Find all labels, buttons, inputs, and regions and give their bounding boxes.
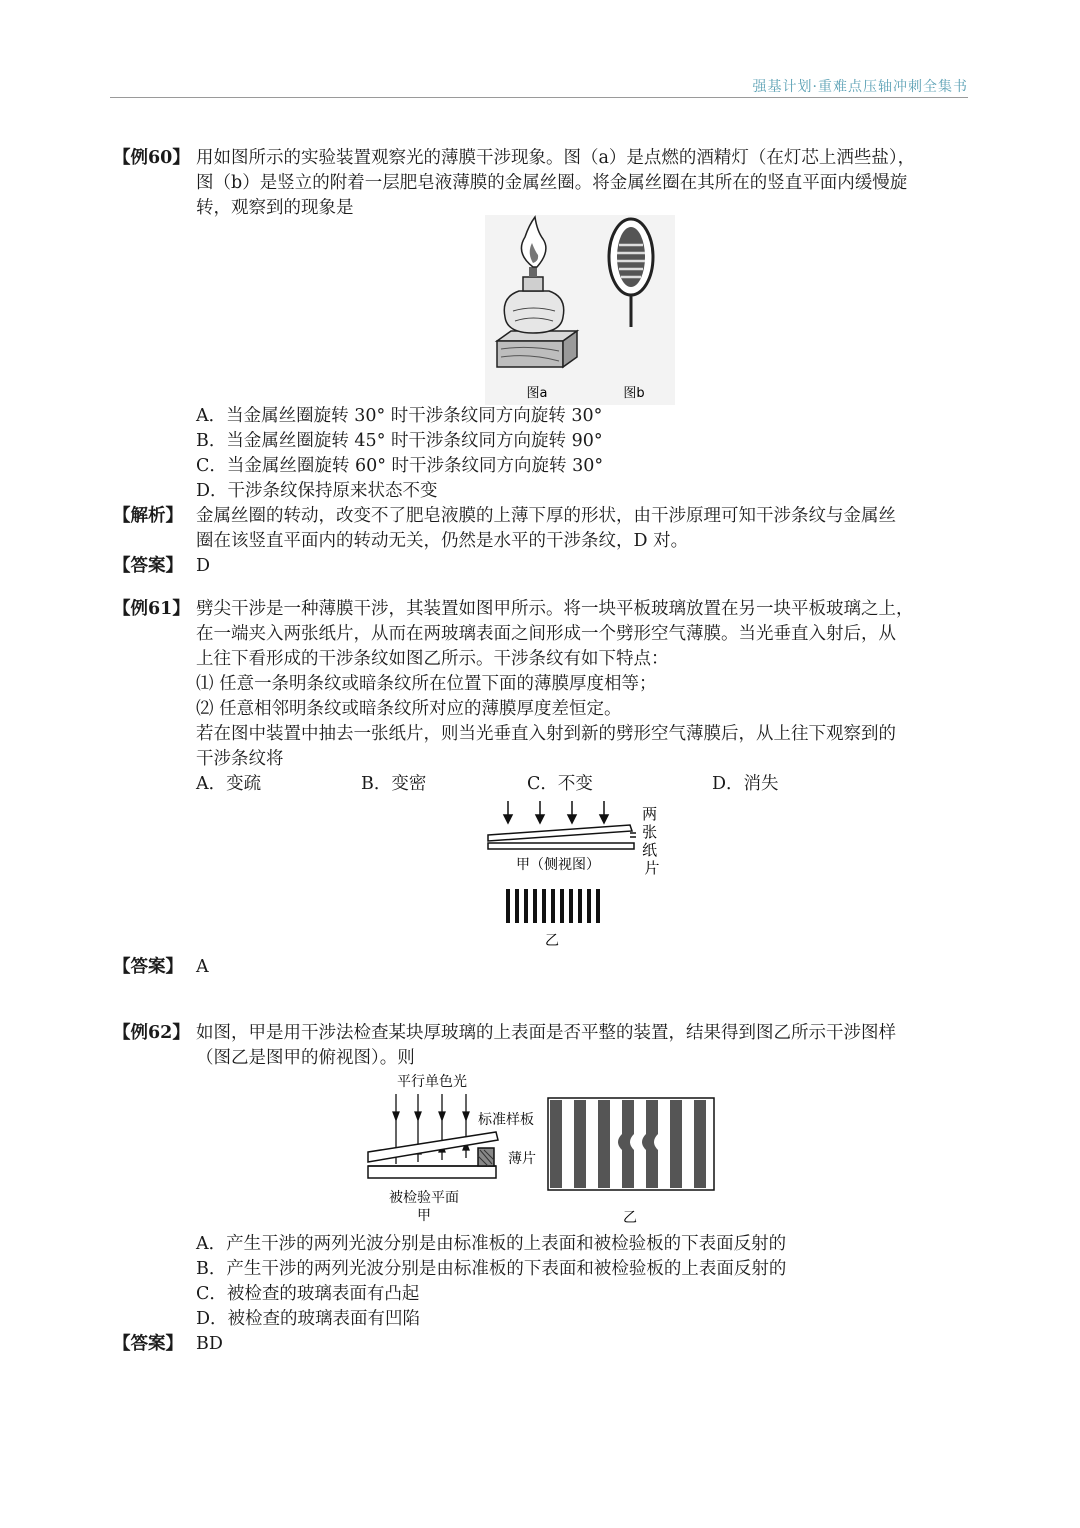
two-paper-label — [642, 805, 662, 877]
ex60-line-3: 转，观察到的现象是 — [196, 198, 354, 218]
fig-jia-side-label: 甲（侧视图） — [516, 857, 600, 873]
two-paper-label-1: 两 — [642, 805, 658, 823]
header-rule — [110, 97, 968, 98]
ex62-option-a: A．产生干涉的两列光波分别是由标准板的上表面和被检验板的下表面反射的 — [196, 1234, 787, 1254]
header-title: 强基计划·重难点压轴冲刺全集书 — [752, 79, 968, 95]
fig-yi-label: 乙 — [545, 933, 559, 949]
two-paper-label-3: 纸 — [642, 841, 658, 859]
ex60-analysis-tag: 【解析】 — [113, 506, 183, 526]
ex60-option-b: B．当金属丝圈旋转 45° 时干涉条纹同方向旋转 90° — [196, 431, 603, 451]
ex62-line-1: 如图，甲是用干涉法检查某块厚玻璃的上表面是否平整的装置，结果得到图乙所示干涉图样 — [196, 1023, 896, 1043]
standard-plate-label: 标准样板 — [478, 1112, 534, 1128]
ex61-answer: A — [196, 957, 209, 977]
ex60-answer: D — [196, 556, 211, 576]
ex60-analysis-line-1: 金属丝圈的转动，改变不了肥皂液膜的上薄下厚的形状，由干涉原理可知干涉条纹与金属丝 — [196, 506, 896, 526]
ex60-tag: 【例60】 — [113, 148, 190, 168]
ex60-analysis-line-2: 圈在该竖直平面内的转动无关，仍然是水平的干涉条纹，D 对。 — [196, 531, 689, 551]
ex60-figure — [485, 215, 675, 405]
ex62-answer: BD — [196, 1334, 223, 1354]
ex62-option-b: B．产生干涉的两列光波分别是由标准板的下表面和被检验板的上表面反射的 — [196, 1259, 787, 1279]
two-paper-label-2: 张 — [642, 823, 658, 841]
wedge-side-view — [488, 825, 636, 849]
ex62-option-d: D．被检查的玻璃表面有凹陷 — [196, 1309, 421, 1329]
ex60-option-a: A．当金属丝圈旋转 30° 时干涉条纹同方向旋转 30° — [196, 406, 603, 426]
shim-label: 薄片 — [508, 1151, 536, 1167]
ex62-answer-tag: 【答案】 — [113, 1334, 183, 1354]
plate-apparatus — [368, 1132, 498, 1178]
ex61-option-a: A．变疏 — [196, 774, 262, 794]
ex61-line-3: 上往下看形成的干涉条纹如图乙所示。干涉条纹有如下特点： — [196, 649, 669, 669]
ex61-line-2: 在一端夹入两张纸片，从而在两玻璃表面之间形成一个劈形空气薄膜。当光垂直入射后，从 — [196, 624, 896, 644]
ex61-figure — [480, 797, 680, 957]
interference-pattern-top-view — [548, 1098, 714, 1190]
ex61-line-1: 劈尖干涉是一种薄膜干涉，其装置如图甲所示。将一块平板玻璃放置在另一块平板玻璃之上， — [196, 599, 914, 619]
ex61-option-c: C．不变 — [527, 774, 593, 794]
ex60-line-2: 图（b）是竖立的附着一层肥皂液薄膜的金属丝圈。将金属丝圈在其所在的竖直平面内缓慢旋 — [196, 173, 908, 193]
two-paper-label-4: 片 — [644, 859, 660, 877]
ex61-feature-2: ⑵ 任意相邻明条纹或暗条纹所对应的薄膜厚度差恒定。 — [196, 699, 622, 719]
ex61-option-d: D．消失 — [712, 774, 779, 794]
fig-yi-top-label: 乙 — [623, 1210, 637, 1226]
ex62-figure — [360, 1070, 720, 1230]
fig-b-label: 图b — [623, 386, 645, 401]
ex60-line-1: 用如图所示的实验装置观察光的薄膜干涉现象。图（a）是点燃的酒精灯（在灯芯上洒些盐）， — [196, 148, 916, 168]
ex62-option-c: C．被检查的玻璃表面有凸起 — [196, 1284, 420, 1304]
tested-surface-label: 被检验平面 — [389, 1190, 459, 1206]
ex61-answer-tag: 【答案】 — [113, 957, 183, 977]
fig-a-label: 图a — [526, 386, 548, 401]
down-arrows — [504, 801, 608, 823]
ex61-tag: 【例61】 — [113, 599, 190, 619]
fig-jia-label: 甲 — [417, 1208, 431, 1224]
parallel-light-label: 平行单色光 — [397, 1074, 467, 1090]
ex61-line-7: 干涉条纹将 — [196, 749, 284, 769]
ex60-option-d: D．干涉条纹保持原来状态不变 — [196, 481, 438, 501]
ex61-option-b: B．变密 — [361, 774, 427, 794]
ex62-tag: 【例62】 — [113, 1023, 190, 1043]
ex60-option-c: C．当金属丝圈旋转 60° 时干涉条纹同方向旋转 30° — [196, 456, 604, 476]
ex62-line-2: （图乙是图甲的俯视图）。则 — [196, 1048, 415, 1068]
ex60-answer-tag: 【答案】 — [113, 556, 183, 576]
ex61-feature-1: ⑴ 任意一条明条纹或暗条纹所在位置下面的薄膜厚度相等； — [196, 674, 657, 694]
fringe-pattern — [506, 889, 600, 923]
ex61-line-6: 若在图中装置中抽去一张纸片，则当光垂直入射到新的劈形空气薄膜后，从上往下观察到的 — [196, 724, 896, 744]
